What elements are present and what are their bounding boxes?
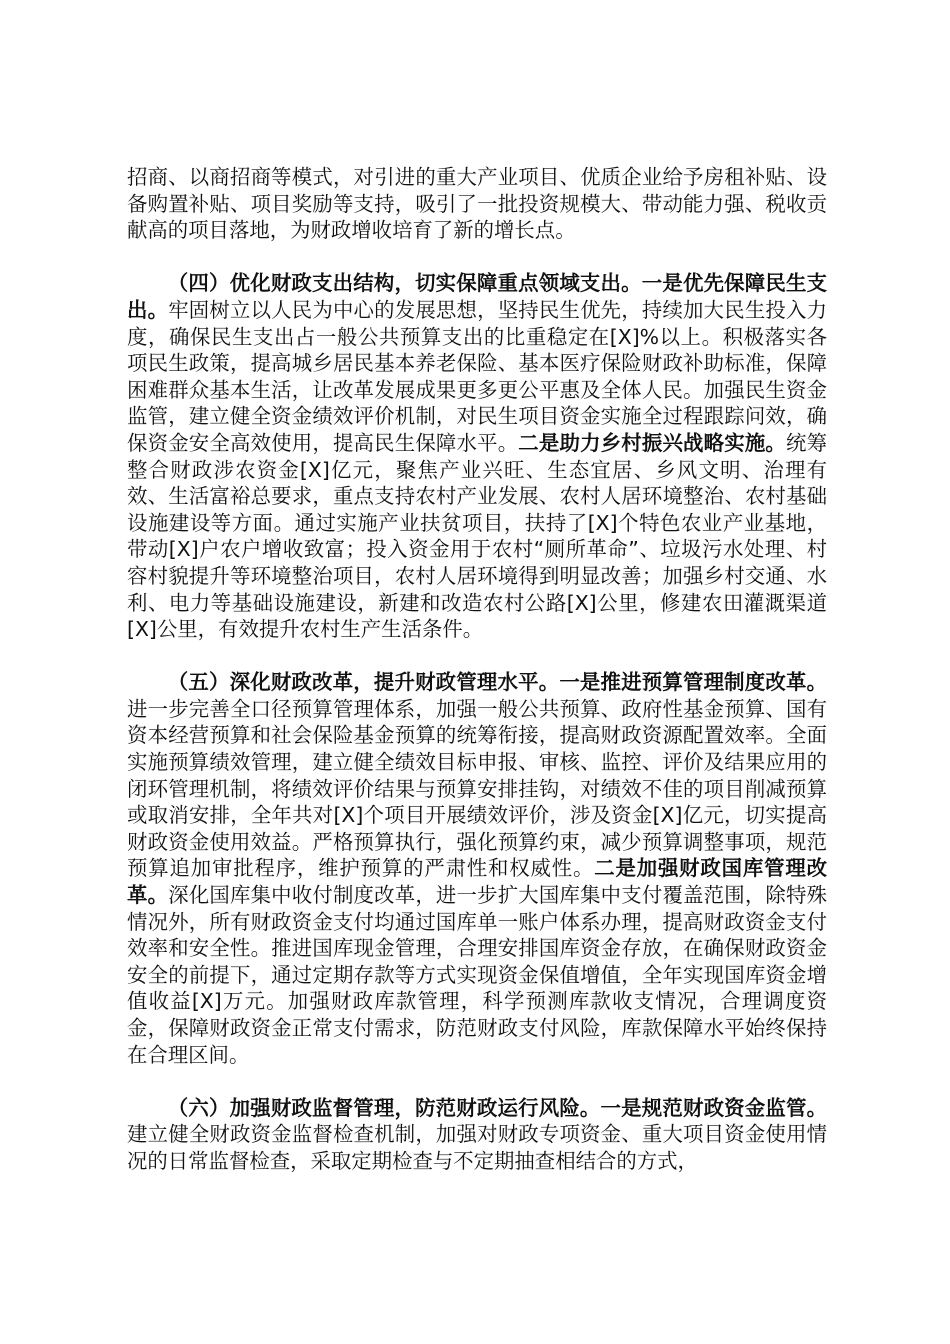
paragraph-section-6 — [127, 1095, 827, 1175]
text-run: 招商、以商招商等模式，对引进的重大产业项目、优质企业给予房租补贴、设备购置补贴、项目奖励等支持，吸引了一批投资规模大、带动能力强、税收贡献高的项目落地，为财政增收培育了新的增长点。 — [127, 165, 827, 243]
paragraph-section-5 — [127, 669, 827, 1068]
text-run: 深化国库集中收付制度改革，进一步扩大国库集中支付覆盖范围，除特殊情况外，所有财政资金支付均通过国库单一账户体系办理，提高财政资金支付效率和安全性。推进国库现金管理，合理安排国库资金存放，在确保财政资金安全的前提下，通过定期存款等方式实现资金保值增值，全年实现国库资金增值收益[X]万元。加强财政库款管理，科学预测库款收支情况，合理调度资金，保障财政资金正常支付需求，防范财政支付风险，库款保障水平始终保持在合理区间。 — [127, 883, 828, 1067]
section-heading-5: （五）深化财政改革，提升财政管理水平。一是推进预算管理制度改革。 — [167, 670, 827, 695]
subheading-rural-revitalization: 二是助力乡村振兴战略实施。 — [518, 430, 787, 455]
subheading-treasury-reform: 二是加强财政国库管理改革。 — [127, 856, 828, 908]
text-run: 进一步完善全口径预算管理体系，加强一般公共预算、政府性基金预算、国有资本经营预算和社会保险基金预算的统筹衔接，提高财政资源配置效率。全面实施预算绩效管理，建立健全绩效目标申报、审核、监控、评价及结果应用的闭环管理机制，将绩效评价结果与预算安排挂钩，对绩效不佳的项目削减预算或取消安排，全年共对[X]个项目开展绩效评价，涉及资金[X]亿元，切实提高财政资金使用效益。严格预算执行，强化预算约束，减少预算调整事项，规范预算追加审批程序，维护预算的严肃性和权威性。 — [127, 696, 827, 881]
text-run: 建立健全财政资金监督检查机制，加强对财政专项资金、重大项目资金使用情况的日常监督检查，采取定期检查与不定期抽查相结合的方式， — [127, 1122, 827, 1173]
section-heading-4: （四）优化财政支出结构，切实保障重点领域支出。一是优先保障民生支出。 — [127, 271, 827, 322]
text-run: 统筹整合财政涉农资金[X]亿元，聚焦产业兴旺、生态宜居、乡风文明、治理有效、生活富裕总要求，重点支持农村产业发展、农村人居环境整治、农村基础设施建设等方面。通过实施产业扶贫项目，扶持了[X]个特色农业产业基地，带动[X]户农户增收致富；投入资金用于农村“厕所革命”、垃圾污水处理、村容村貌提升等环境整治项目，农村人居环境得到明显改善；加强乡村交通、水利、电力等基础设施建设，新建和改造农村公路[X]公里，修建农田灌溉渠道[X]公里，有效提升农村生产生活条件。 — [127, 430, 828, 642]
document-body — [127, 164, 827, 1201]
paragraph-intro-continuation — [127, 164, 827, 244]
paragraph-section-4 — [127, 270, 827, 642]
section-heading-6: （六）加强财政监督管理，防范财政运行风险。一是规范财政资金监管。 — [167, 1095, 827, 1120]
text-run: 牢固树立以人民为中心的发展思想，坚持民生优先，持续加大民生投入力度，确保民生支出占一般公共预算支出的比重稳定在[X]%以上。积极落实各项民生政策，提高城乡居民基本养老保险、基本医疗保险财政补助标准，保障困难群众基本生活，让改革发展成果更多更公平惠及全体人民。加强民生资金监管，建立健全资金绩效评价机制，对民生项目资金实施全过程跟踪问效，确保资金安全高效使用，提高民生保障水平。 — [127, 297, 828, 455]
